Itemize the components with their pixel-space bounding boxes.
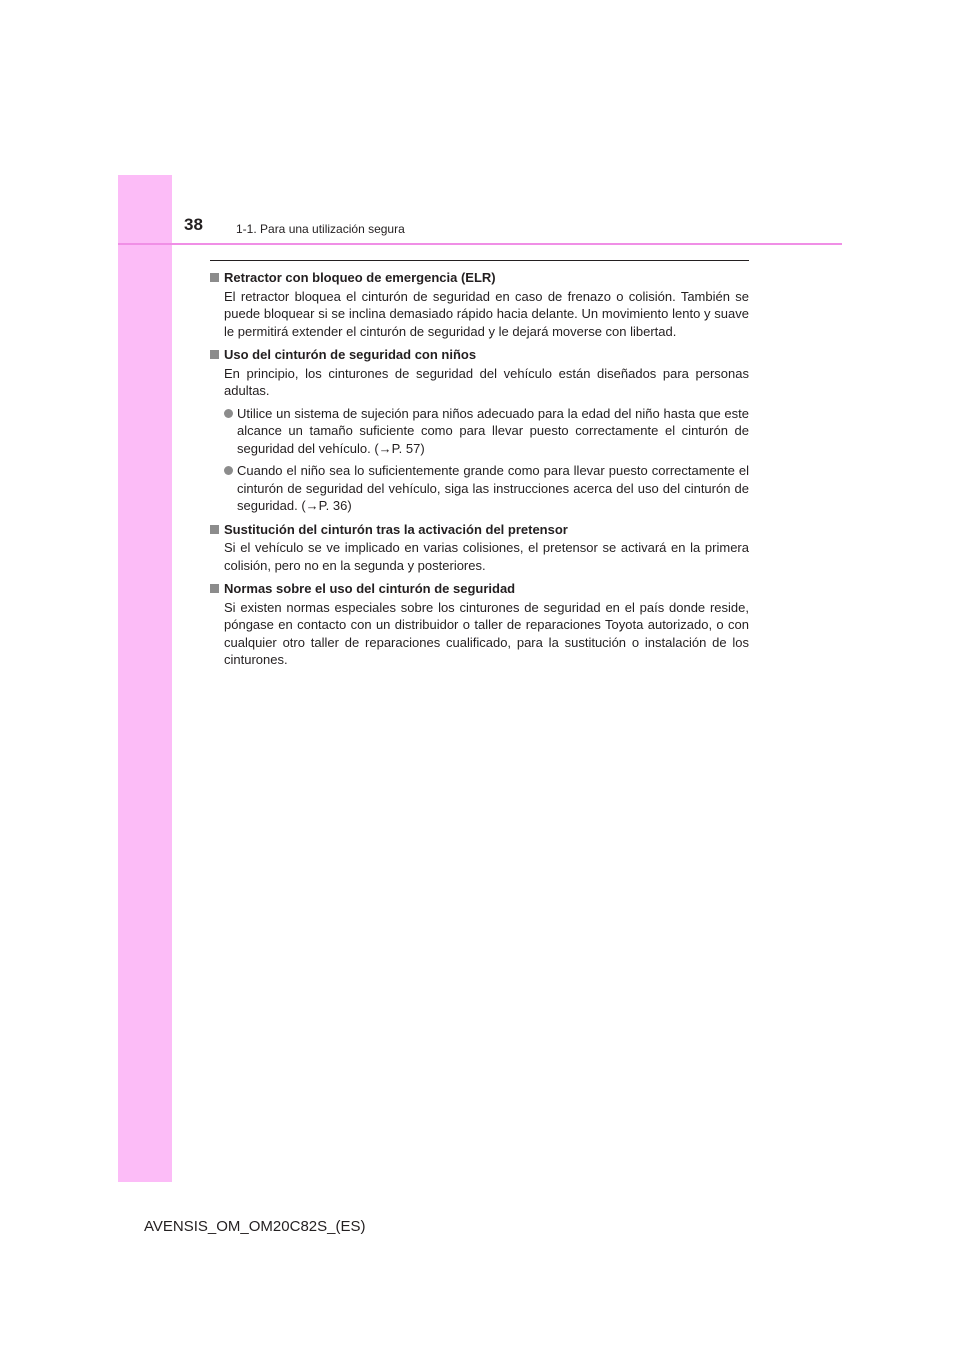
section-heading bbox=[209, 521, 749, 539]
section-heading bbox=[209, 346, 749, 364]
side-color-band bbox=[118, 175, 172, 1182]
list-item-text: Cuando el niño sea lo suficientemente grande como para llevar puesto correctamente el cinturón de seguridad del vehículo, siga las instrucciones acerca del uso del cinturón de seguridad. (→P. 36) bbox=[237, 463, 749, 513]
heading-text: Sustitución del cinturón tras la activación del pretensor bbox=[224, 521, 568, 537]
section-title: 1-1. Para una utilización segura bbox=[236, 222, 405, 236]
section-paragraph: El retractor bloquea el cinturón de seguridad en caso de frenazo o colisión. También se puede bloquear si se inclina demasiado rápido hacia delante. Un movimiento lento y suave le permitirá extender el cinturón de seguridad y le dejará moverse con libertad. bbox=[224, 288, 749, 339]
list-item bbox=[209, 405, 749, 458]
section-paragraph: Si el vehículo se ve implicado en varias colisiones, el pretensor se activará en la primera colisión, pero no en la segunda y posteriores. bbox=[224, 540, 749, 573]
square-bullet-icon bbox=[210, 350, 219, 359]
circle-bullet-icon bbox=[224, 409, 233, 418]
section-heading bbox=[209, 269, 749, 287]
section-paragraph: Si existen normas especiales sobre los cinturones de seguridad en el país donde reside, póngase en contacto con un distribuidor o taller de reparaciones Toyota autorizado, o con cualquier otro taller de reparaciones cualificado, para la sustitución o instalación de los cinturones. bbox=[224, 599, 749, 667]
list-item-text: Utilice un sistema de sujeción para niños adecuado para la edad del niño hasta que este alcance un tamaño suficiente como para llevar puesto correctamente el cinturón de seguridad del vehículo. (→P. 57) bbox=[237, 405, 749, 456]
square-bullet-icon bbox=[210, 525, 219, 534]
square-bullet-icon bbox=[210, 273, 219, 282]
heading-text: Uso del cinturón de seguridad con niños bbox=[224, 347, 477, 362]
list-item bbox=[209, 462, 749, 515]
header-rule bbox=[118, 243, 842, 245]
page-content bbox=[209, 269, 749, 669]
page-number: 38 bbox=[184, 215, 203, 234]
content-divider bbox=[210, 260, 749, 261]
section-heading bbox=[209, 580, 749, 598]
square-bullet-icon bbox=[210, 584, 219, 593]
section-paragraph: En principio, los cinturones de seguridad del vehículo están diseñados para personas adultas. bbox=[224, 365, 749, 398]
document-code: AVENSIS_OM_OM20C82S_(ES) bbox=[144, 1218, 366, 1235]
heading-text: Normas sobre el uso del cinturón de seguridad bbox=[224, 581, 516, 596]
heading-text: Retractor con bloqueo de emergencia (ELR) bbox=[224, 270, 496, 285]
circle-bullet-icon bbox=[224, 466, 233, 475]
